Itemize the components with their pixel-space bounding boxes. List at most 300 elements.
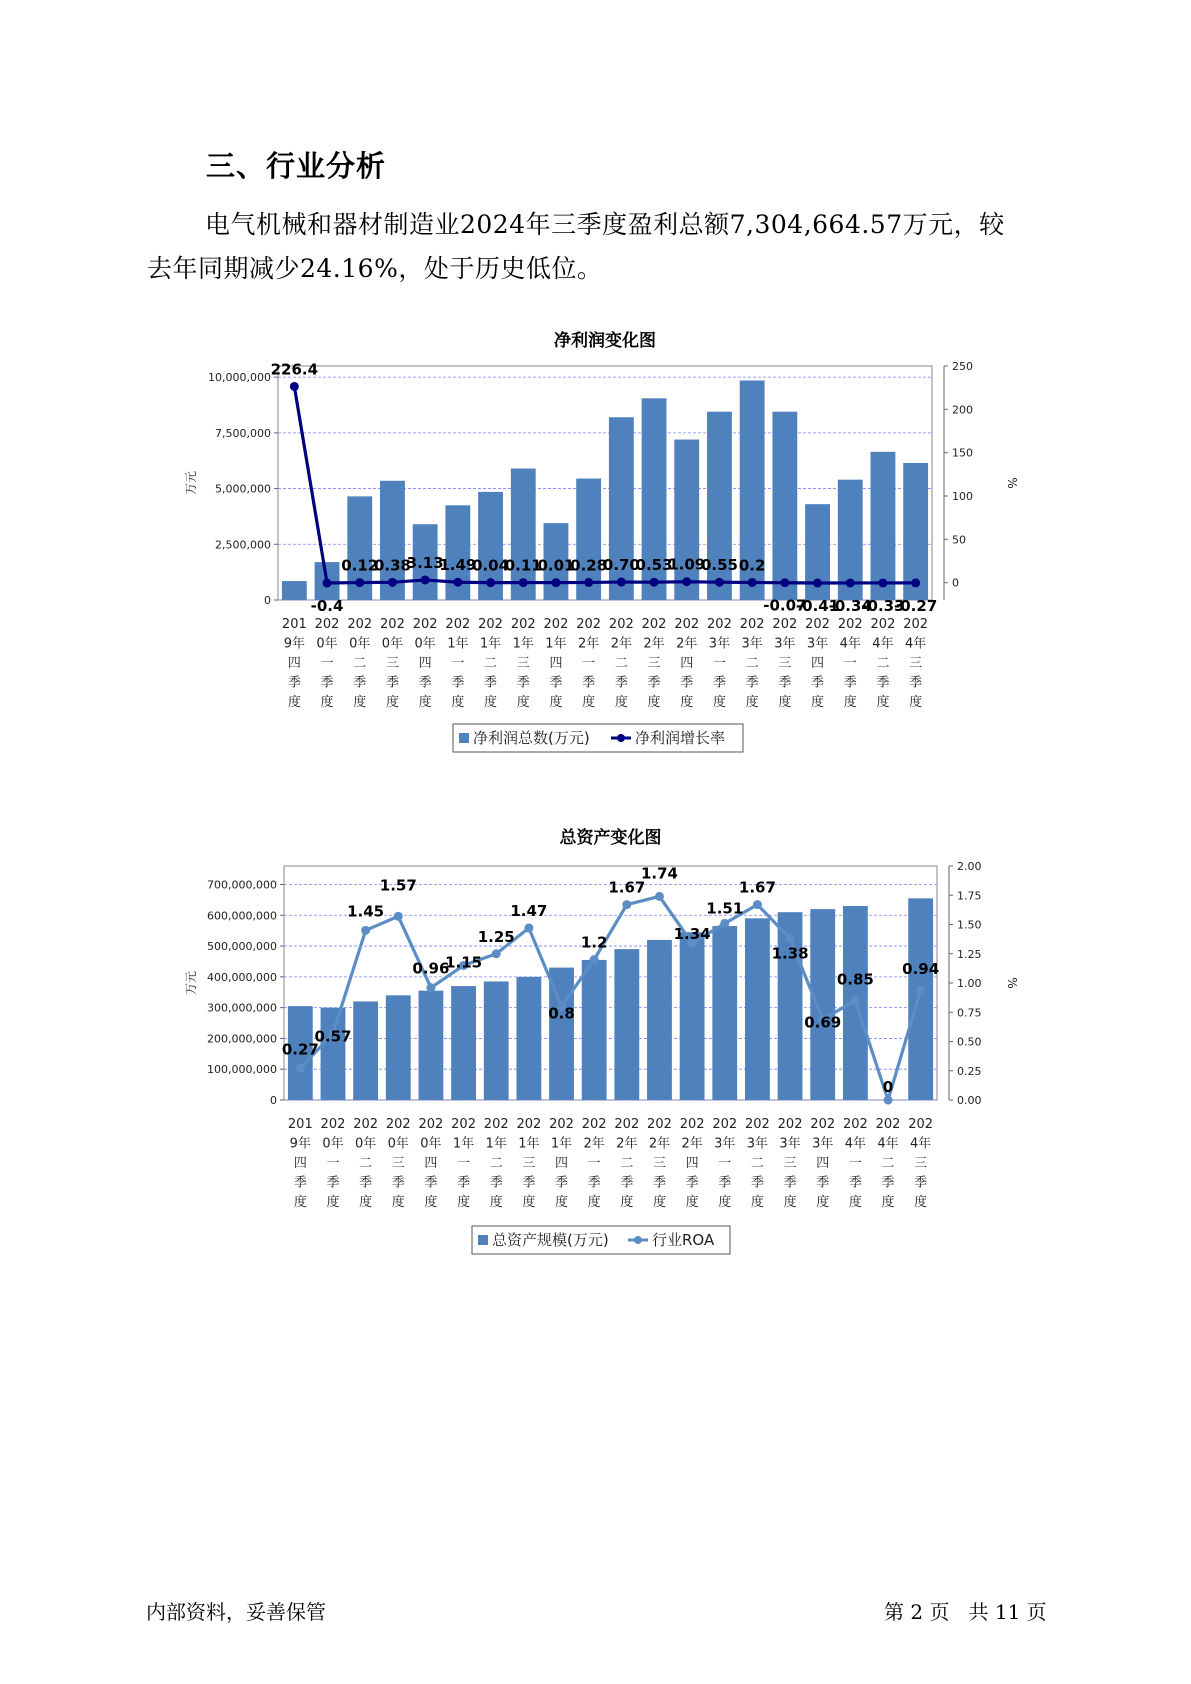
y-axis-label: 万元 (184, 970, 198, 996)
line-point (590, 955, 599, 964)
data-label: 226.4 (270, 360, 319, 379)
x-category-label: 202 (353, 1117, 379, 1132)
line-point (486, 578, 495, 587)
x-category-label: 3年 (806, 636, 829, 652)
bar (647, 940, 672, 1100)
y2-tick-label: 250 (952, 360, 973, 373)
x-category-label: 四 (424, 1156, 438, 1171)
x-category-label: 季 (489, 1175, 503, 1191)
x-category-label: 度 (652, 1195, 666, 1210)
x-category-label: 季 (320, 675, 334, 691)
y2-tick-label: 200 (952, 403, 973, 417)
data-label: 1.51 (706, 899, 744, 918)
y-tick-label: 300,000,000 (207, 1001, 277, 1015)
data-label: 0.8 (548, 1004, 575, 1023)
line-point (720, 919, 729, 928)
x-category-label: 一 (320, 656, 334, 671)
x-category-label: 一 (326, 1156, 340, 1171)
x-category-label: 度 (587, 1195, 601, 1210)
x-category-label: 2年 (610, 636, 632, 652)
line-point (453, 578, 462, 587)
x-category-label: 四 (811, 656, 825, 671)
analysis-paragraph (147, 203, 1047, 291)
x-category-label: 二 (614, 656, 628, 671)
x-category-label: 四 (555, 1156, 569, 1171)
x-category-label: 三 (391, 1156, 405, 1171)
data-label: -0.33 (861, 596, 905, 615)
bar (386, 995, 411, 1100)
section-heading: 三、行业分析 (206, 149, 387, 183)
y-tick-label: 600,000,000 (207, 909, 277, 923)
x-category-label: 度 (320, 695, 334, 710)
x-category-label: 度 (391, 1195, 405, 1210)
y2-tick-label: 2.00 (957, 860, 982, 873)
x-category-label: 2年 (643, 636, 665, 652)
x-category-label: 度 (778, 695, 792, 710)
data-label: 0.11 (504, 556, 542, 575)
x-category-label: 2年 (648, 1136, 671, 1152)
x-category-label: 4年 (905, 636, 927, 652)
x-category-label: 202 (641, 617, 667, 632)
line-point (361, 926, 370, 935)
x-category-label: 季 (620, 1175, 634, 1191)
x-category-label: 202 (647, 1117, 672, 1132)
data-label: 0.69 (804, 1013, 842, 1032)
x-category-label: 度 (522, 1195, 536, 1210)
paragraph-line-2: 去年同期减少24.16%，处于历史低位。 (147, 254, 603, 283)
x-category-label: 1年 (512, 636, 534, 652)
data-label: -0.34 (828, 596, 872, 615)
line-point (355, 578, 364, 587)
x-category-label: 202 (772, 617, 798, 632)
x-category-label: 202 (385, 1117, 411, 1132)
y2-tick-label: 0.75 (957, 1006, 982, 1020)
x-category-label: 度 (909, 695, 923, 710)
x-category-label: 四 (287, 656, 301, 671)
x-category-label: 二 (745, 656, 759, 671)
x-category-label: 202 (320, 1117, 346, 1132)
x-category-label: 202 (837, 617, 863, 632)
total-assets-chart-svg (180, 820, 1019, 1270)
y2-tick-label: 100 (952, 490, 973, 503)
x-category-label: 三 (385, 656, 399, 671)
x-category-label: 度 (582, 695, 596, 710)
data-label: 1.25 (477, 927, 515, 946)
x-category-label: 2年 (681, 1136, 703, 1152)
x-category-label: 201 (281, 617, 307, 632)
x-category-label: 季 (418, 675, 432, 691)
data-label: 1.15 (445, 953, 483, 972)
y2-axis-label: % (1005, 477, 1019, 489)
bar (674, 440, 699, 600)
x-category-label: 季 (391, 1175, 405, 1191)
line-point (622, 900, 631, 909)
bar (614, 949, 639, 1100)
data-label: 1.47 (510, 902, 548, 921)
x-category-label: 202 (679, 1117, 705, 1132)
y-tick-label: 200,000,000 (207, 1032, 277, 1046)
x-category-label: 季 (680, 675, 694, 691)
bar (680, 932, 705, 1100)
legend-line-marker (634, 1236, 642, 1244)
data-label: 0.27 (281, 1040, 319, 1059)
x-category-label: 季 (614, 675, 628, 691)
bar (516, 977, 541, 1100)
legend-bar-label: 净利润总数(万元) (473, 729, 590, 747)
bar (772, 412, 797, 600)
y-tick-label: 100,000,000 (207, 1063, 277, 1077)
x-category-label: 季 (359, 1175, 373, 1191)
x-category-label: 度 (359, 1195, 373, 1210)
x-category-label: 季 (685, 1175, 699, 1191)
x-category-label: 202 (777, 1117, 803, 1132)
x-category-label: 202 (314, 617, 340, 632)
data-label: 0.2 (738, 556, 766, 575)
x-category-label: 202 (418, 1117, 444, 1132)
x-category-label: 季 (647, 675, 661, 691)
line-point (551, 578, 560, 587)
data-label: 0.12 (341, 556, 379, 575)
data-label: 1.49 (439, 556, 477, 575)
x-category-label: 二 (750, 1156, 764, 1171)
line-point (846, 578, 855, 587)
bar (908, 898, 933, 1100)
x-category-label: 1年 (550, 1136, 573, 1152)
x-category-label: 三 (783, 1156, 797, 1171)
x-category-label: 1年 (485, 1136, 507, 1152)
x-category-label: 季 (876, 675, 890, 691)
x-category-label: 三 (778, 656, 792, 671)
x-category-label: 四 (293, 1156, 307, 1171)
x-category-label: 三 (914, 1156, 928, 1171)
x-category-label: 季 (582, 675, 596, 691)
x-category-label: 季 (522, 1175, 536, 1191)
x-category-label: 2年 (616, 1136, 638, 1152)
x-category-label: 202 (510, 617, 536, 632)
x-category-label: 2年 (676, 636, 698, 652)
bar (321, 1008, 346, 1100)
x-category-label: 度 (516, 695, 530, 710)
bar (745, 918, 770, 1100)
data-label: 0 (882, 1078, 894, 1096)
x-category-label: 季 (914, 1175, 928, 1191)
x-category-label: 度 (881, 1195, 895, 1210)
x-category-label: 一 (718, 1156, 732, 1171)
data-label: -0.4 (310, 597, 344, 616)
y2-axis-label: % (1005, 977, 1019, 989)
x-category-label: 度 (647, 695, 661, 710)
x-category-label: 0年 (354, 1136, 377, 1152)
x-category-label: 季 (750, 1175, 764, 1191)
x-category-label: 四 (680, 656, 694, 671)
x-category-label: 季 (909, 675, 923, 691)
line-point (290, 382, 299, 391)
x-category-label: 度 (614, 695, 628, 710)
y-tick-label: 5,000,000 (215, 482, 271, 496)
x-category-label: 季 (287, 675, 301, 691)
line-point (780, 578, 789, 587)
x-category-label: 202 (581, 1117, 607, 1132)
x-category-label: 四 (549, 656, 563, 671)
x-category-label: 0年 (349, 636, 371, 652)
x-category-label: 度 (685, 1195, 699, 1210)
x-category-label: 0年 (322, 1136, 344, 1152)
data-label: 1.45 (347, 902, 385, 921)
x-category-label: 三 (522, 1156, 536, 1171)
line-point (617, 578, 626, 587)
x-category-label: 季 (555, 1175, 569, 1191)
paragraph-line-1: 电气机械和器材制造业2024年三季度盈利总额7,304,664.57万元，较 (205, 210, 1005, 239)
y-tick-label: 0 (270, 1094, 277, 1107)
x-category-label: 四 (816, 1156, 830, 1171)
x-category-label: 3年 (779, 1136, 801, 1152)
x-category-label: 202 (707, 617, 732, 632)
y2-tick-label: 150 (952, 446, 973, 460)
y2-tick-label: 0 (952, 576, 959, 590)
line-point (584, 578, 593, 587)
x-category-label: 2年 (578, 636, 600, 652)
data-label: 0.57 (314, 1027, 352, 1046)
x-category-label: 季 (484, 675, 498, 691)
line-point (715, 578, 724, 587)
x-category-label: 度 (712, 695, 726, 710)
y-tick-label: 7,500,000 (215, 426, 271, 440)
legend-bar-swatch (459, 733, 469, 743)
x-category-label: 季 (457, 1175, 471, 1191)
x-category-label: 1年 (518, 1136, 540, 1152)
x-category-label: 4年 (839, 636, 861, 652)
x-category-label: 四 (418, 656, 432, 671)
data-label: 3.13 (406, 553, 444, 572)
x-category-label: 201 (287, 1117, 313, 1132)
line-point (911, 578, 920, 587)
y2-tick-label: 0.00 (957, 1094, 982, 1107)
net-profit-chart-svg (180, 323, 1019, 773)
x-category-label: 三 (652, 1156, 666, 1171)
x-category-label: 季 (587, 1175, 601, 1191)
line-point (748, 578, 757, 587)
x-category-label: 度 (718, 1195, 732, 1210)
y-axis-label: 万元 (184, 470, 198, 496)
x-category-label: 202 (870, 617, 896, 632)
bar (871, 452, 896, 600)
x-category-label: 202 (549, 1117, 574, 1132)
x-category-label: 季 (516, 675, 530, 691)
x-category-label: 202 (516, 1117, 542, 1132)
x-category-label: 度 (484, 695, 498, 710)
x-category-label: 3年 (746, 1136, 769, 1152)
x-category-label: 202 (903, 617, 929, 632)
data-label: 1.67 (608, 878, 646, 897)
bar (419, 991, 444, 1100)
line-point (492, 949, 501, 958)
line-point (682, 577, 691, 586)
x-category-label: 度 (680, 695, 694, 710)
y-tick-label: 2,500,000 (215, 538, 271, 552)
x-category-label: 202 (745, 1117, 770, 1132)
y-tick-label: 10,000,000 (208, 371, 271, 385)
x-category-label: 3年 (741, 636, 763, 652)
x-category-label: 二 (876, 656, 890, 671)
bar (282, 581, 307, 600)
line-point (394, 912, 403, 921)
x-category-label: 度 (293, 1195, 307, 1210)
line-point (421, 575, 430, 584)
line-point (813, 579, 822, 588)
data-label: 1.38 (771, 944, 809, 963)
bar (582, 960, 607, 1100)
x-category-label: 季 (811, 675, 825, 691)
y2-tick-label: 1.75 (957, 889, 982, 903)
data-label: 0.96 (412, 959, 450, 978)
line-point (524, 924, 533, 933)
y2-tick-label: 1.00 (957, 977, 982, 990)
data-label: 0.53 (635, 556, 673, 575)
x-category-label: 0年 (414, 636, 436, 652)
x-category-label: 4年 (844, 1136, 867, 1152)
legend-bar-label: 总资产规模(万元) (492, 1231, 609, 1249)
x-category-label: 202 (614, 1117, 640, 1132)
data-label: 1.67 (738, 878, 776, 897)
line-point (426, 983, 435, 992)
data-label: 0.55 (700, 556, 738, 575)
x-category-label: 季 (293, 1175, 307, 1191)
x-category-label: 度 (424, 1195, 438, 1210)
line-point (884, 1096, 893, 1105)
line-point (323, 579, 332, 588)
x-category-label: 0年 (387, 1136, 409, 1152)
x-category-label: 二 (489, 1156, 503, 1171)
data-label: 1.34 (673, 925, 711, 944)
bar (712, 926, 737, 1100)
y-tick-label: 700,000,000 (207, 878, 277, 892)
x-category-label: 202 (543, 617, 569, 632)
x-category-label: 季 (778, 675, 792, 691)
line-point (655, 892, 664, 901)
net-profit-chart (180, 323, 1019, 773)
data-label: 0.38 (373, 556, 411, 575)
x-category-label: 一 (848, 1156, 862, 1171)
x-category-label: 度 (353, 695, 367, 710)
x-category-label: 3年 (812, 1136, 834, 1152)
x-category-label: 202 (908, 1117, 934, 1132)
x-category-label: 一 (843, 656, 857, 671)
x-category-label: 202 (576, 617, 602, 632)
x-category-label: 季 (718, 1175, 732, 1191)
x-category-label: 季 (652, 1175, 666, 1191)
x-category-label: 1年 (447, 636, 469, 652)
footer-page-number: 第 2 页 共 11 页 (884, 1600, 1047, 1624)
data-label: 0.94 (902, 960, 940, 979)
x-category-label: 度 (750, 1195, 764, 1210)
data-label: 0.70 (602, 556, 640, 575)
y2-tick-label: 0.50 (957, 1035, 982, 1049)
data-label: 0.04 (472, 556, 510, 575)
x-category-label: 季 (326, 1175, 340, 1191)
x-category-label: 一 (457, 1156, 471, 1171)
bar (810, 909, 835, 1100)
legend-line-marker (617, 734, 625, 742)
x-category-label: 202 (347, 617, 373, 632)
x-category-label: 度 (451, 695, 465, 710)
x-category-label: 202 (380, 617, 405, 632)
x-category-label: 202 (478, 617, 503, 632)
x-category-label: 二 (353, 656, 367, 671)
y2-tick-label: 0.25 (957, 1064, 982, 1078)
data-label: 1.74 (640, 864, 678, 883)
x-category-label: 四 (685, 1156, 699, 1171)
x-category-label: 度 (418, 695, 432, 710)
x-category-label: 0年 (381, 636, 404, 652)
x-category-label: 202 (674, 617, 700, 632)
line-point (650, 578, 659, 587)
x-category-label: 202 (739, 617, 765, 632)
x-category-label: 202 (451, 1117, 476, 1132)
legend-line-label: 净利润增长率 (635, 729, 726, 747)
x-category-label: 度 (816, 1195, 830, 1210)
x-category-label: 季 (848, 1175, 862, 1191)
x-category-label: 度 (489, 1195, 503, 1210)
x-category-label: 季 (745, 675, 759, 691)
x-category-label: 一 (451, 656, 465, 671)
x-category-label: 季 (816, 1175, 830, 1191)
x-category-label: 度 (620, 1195, 634, 1210)
x-category-label: 季 (385, 675, 399, 691)
x-category-label: 三 (516, 656, 530, 671)
x-category-label: 度 (287, 695, 301, 710)
x-category-label: 季 (783, 1175, 797, 1191)
x-category-label: 季 (712, 675, 726, 691)
x-category-label: 度 (326, 1195, 340, 1210)
x-category-label: 二 (881, 1156, 895, 1171)
x-category-label: 1年 (452, 1136, 475, 1152)
x-category-label: 一 (712, 656, 726, 671)
chart-title: 总资产变化图 (559, 828, 662, 848)
data-label: 1.2 (580, 933, 608, 952)
x-category-label: 度 (914, 1195, 928, 1210)
x-category-label: 三 (909, 656, 923, 671)
x-category-label: 202 (875, 1117, 901, 1132)
data-label: 0.85 (836, 970, 874, 989)
x-category-label: 度 (811, 695, 825, 710)
legend-line-label: 行业ROA (652, 1231, 715, 1249)
x-category-label: 202 (412, 617, 438, 632)
x-category-label: 202 (805, 617, 830, 632)
x-category-label: 季 (424, 1175, 438, 1191)
data-label: 1.57 (379, 876, 417, 895)
line-point (878, 578, 887, 587)
line-point (296, 1064, 305, 1073)
y2-tick-label: 50 (952, 533, 966, 547)
line-point (519, 578, 528, 587)
x-category-label: 0年 (420, 1136, 442, 1152)
x-category-label: 202 (483, 1117, 509, 1132)
x-category-label: 1年 (479, 636, 502, 652)
x-category-label: 3年 (714, 1136, 736, 1152)
x-category-label: 4年 (872, 636, 894, 652)
x-category-label: 三 (647, 656, 661, 671)
bar (353, 1001, 378, 1100)
x-category-label: 202 (445, 617, 471, 632)
x-category-label: 季 (843, 675, 857, 691)
y-tick-label: 500,000,000 (207, 940, 277, 954)
x-category-label: 度 (385, 695, 399, 710)
x-category-label: 度 (876, 695, 890, 710)
line-point (753, 900, 762, 909)
x-category-label: 季 (451, 675, 465, 691)
x-category-label: 一 (582, 656, 596, 671)
line-point (851, 996, 860, 1005)
